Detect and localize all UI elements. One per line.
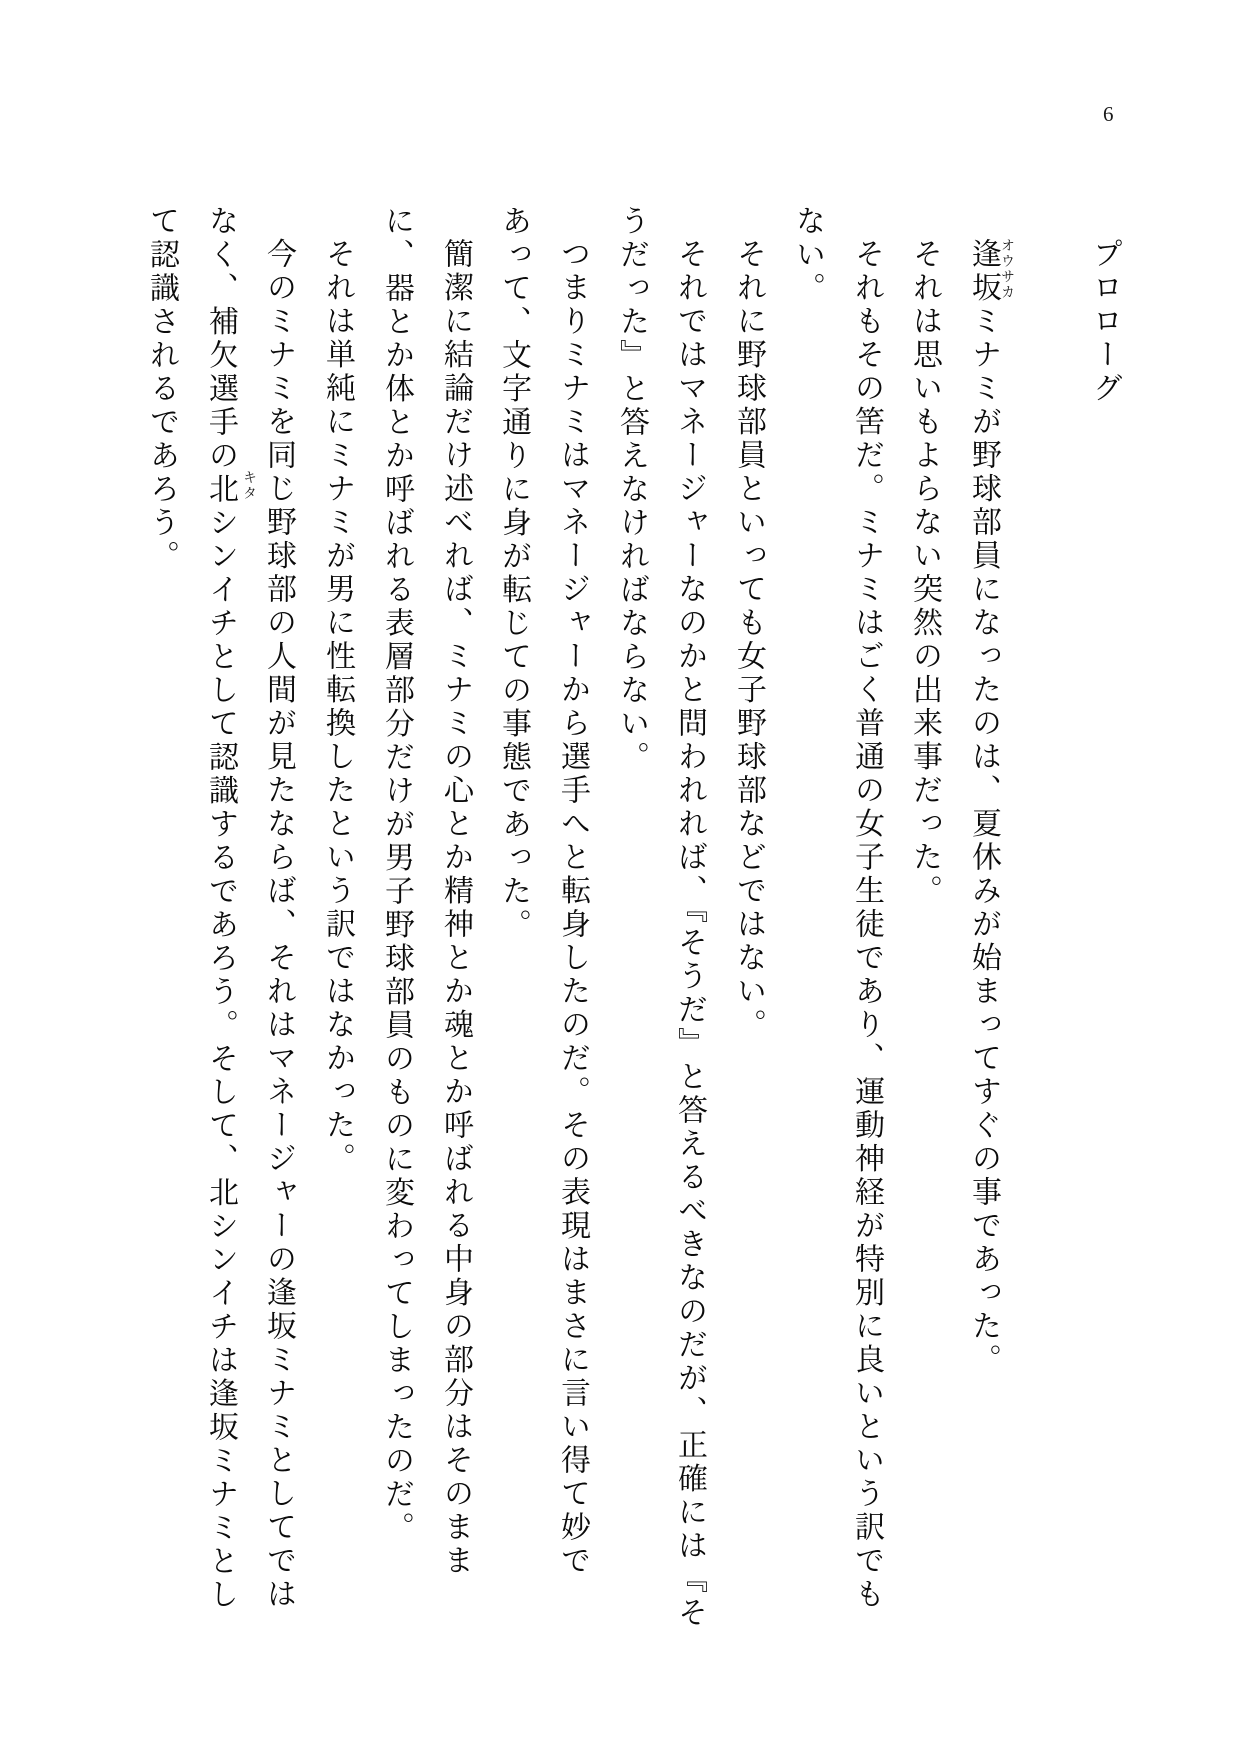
body-text-column: それもその筈だ。ミナミはごく普通の女子生徒であり、運動神経が特別に良いという訳でも: [850, 238, 883, 1612]
chapter-title: プロローグ: [1088, 238, 1121, 406]
body-text-column: あって、文字通りに身が転じての事態であった。: [497, 205, 530, 942]
body-text-column: それは単純にミナミが男に性転換したという訳ではなかった。: [321, 238, 354, 1176]
furigana-ruby: キタ: [241, 470, 256, 501]
body-text-column: それに野球部員といっても女子野球部などではない。: [732, 238, 765, 1042]
body-text-column: ない。: [791, 205, 824, 306]
body-text-column: それは思いもよらない突然の出来事だった。: [908, 238, 941, 908]
body-text-column: 今のミナミを同じ野球部の人間が見たならば、それはマネージャーの逢坂ミナミとしてでは: [262, 238, 295, 1612]
body-text-column: なく、補欠選手の北シンイチとして認識するであろう。そして、北シンイチは逢坂ミナミとし: [204, 205, 237, 1612]
body-text-column: て認識されるであろう。: [145, 205, 178, 574]
body-text-column: それではマネージャーなのかと問われれば、『そうだ』と答えるべきなのだが、正確には『そ: [673, 238, 706, 1630]
furigana-ruby: オウサカ: [999, 238, 1014, 300]
body-text-column: 逢坂ミナミが野球部員になったのは、夏休みが始まってすぐの事であった。: [967, 238, 1000, 1377]
page-number: 6: [1103, 102, 1114, 126]
body-text-column: に、器とか体とか呼ばれる表層部分だけが男子野球部員のものに変わってしまったのだ。: [380, 205, 413, 1545]
body-text-column: つまりミナミはマネージャーから選手へと転身したのだ。その表現はまさに言い得て妙で: [556, 238, 589, 1578]
body-text-column: うだった』と答えなければならない。: [615, 205, 648, 775]
body-text-column: 簡潔に結論だけ述べれば、ミナミの心とか精神とか魂とか呼ばれる中身の部分はそのまま: [439, 238, 472, 1578]
